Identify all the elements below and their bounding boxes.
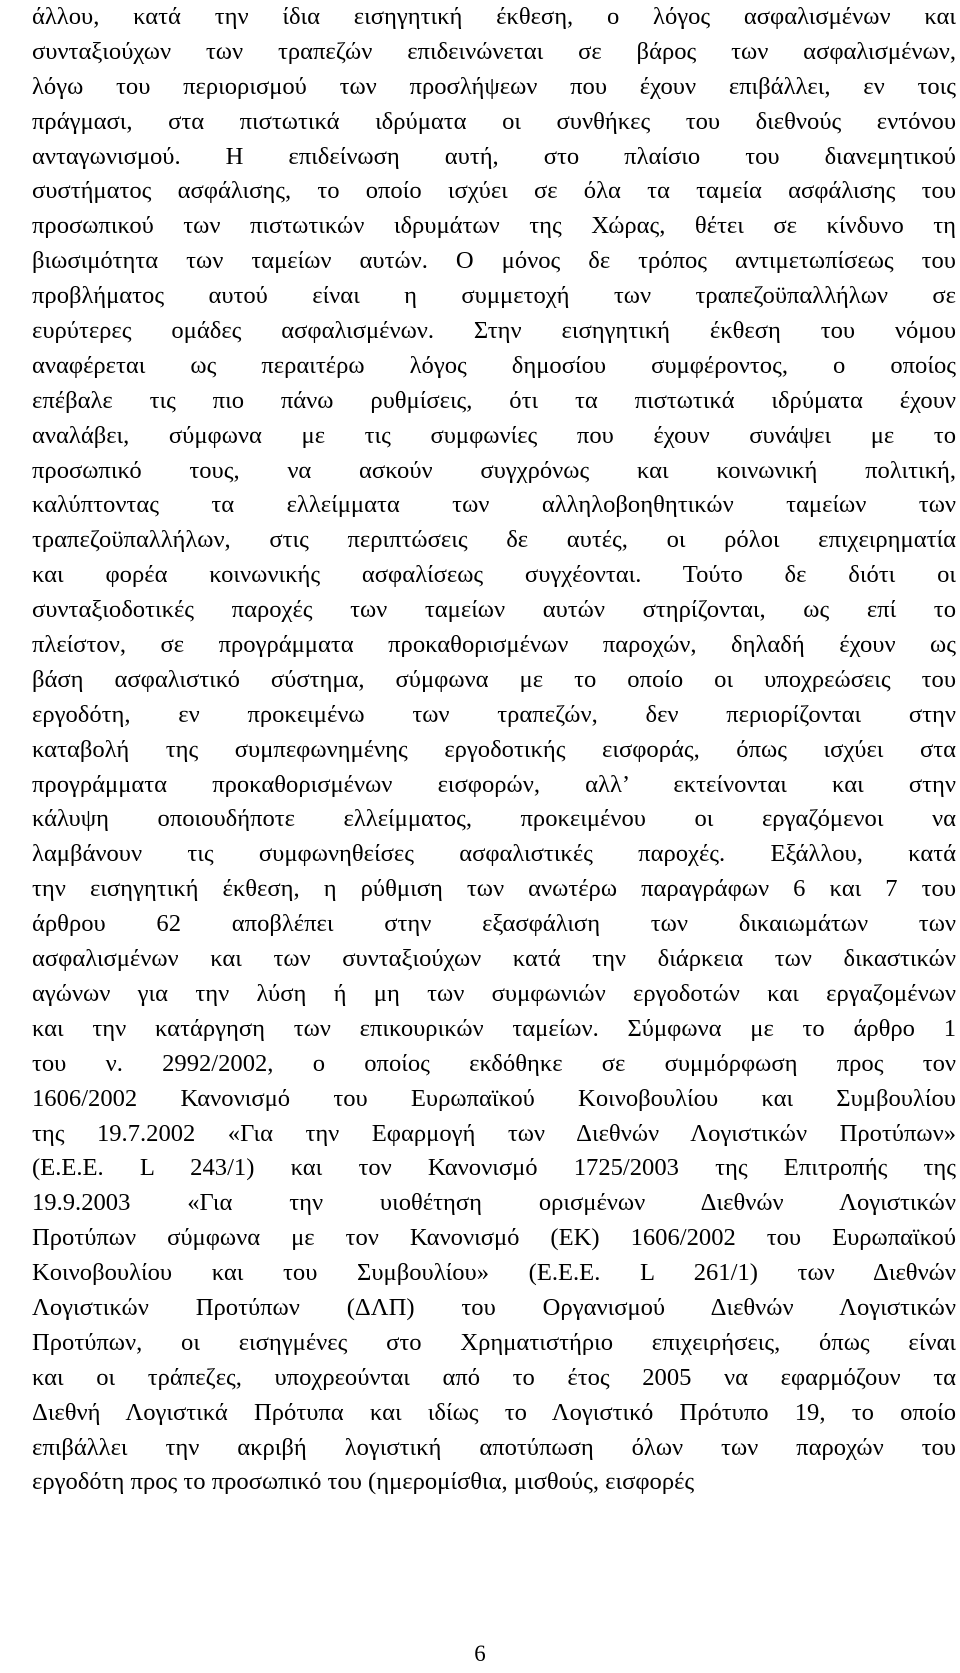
text-line: ασφαλισμένων και των συνταξιούχων κατά την διάρκεια των δικαστικών [32,945,956,973]
text-line: επιβάλλει την ακριβή λογιστική αποτύπωση όλων των παροχών του [32,1433,956,1461]
text-line: προβλήματος αυτού είναι η συμμετοχή των τραπεζοϋπαλλήλων σε [32,282,956,310]
text-line: εργοδότη προς το προσωπικό του (ημερομίσθια, μισθούς, εισφορές [32,1468,695,1496]
text-line: συστήματος ασφάλισης, το οποίο ισχύει σε όλα τα ταμεία ασφάλισης του [32,177,956,205]
text-line: άλλου, κατά την ίδια εισηγητική έκθεση, ο λόγος ασφαλισμένων και [32,3,956,30]
body-text [32,0,956,1500]
text-line: 19.9.2003 «Για την υιοθέτηση ορισμένων Διεθνών Λογιστικών [32,1189,956,1217]
text-line: του ν. 2992/2002, ο οποίος εκδόθηκε σε συμμόρφωση προς τον [32,1049,956,1077]
text-line: βάση ασφαλιστικό σύστημα, σύμφωνα με το οποίο οι υποχρεώσεις του [32,665,956,693]
text-line: αγώνων για την λύση ή μη των συμφωνιών εργοδοτών και εργαζομένων [32,979,956,1007]
text-line: και φορέα κοινωνικής ασφαλίσεως συγχέονται. Τούτο δε διότι οι [32,561,956,589]
text-line: ανταγωνισμού. Η επιδείνωση αυτή, στο πλαίσιο του διανεμητικού [32,142,956,170]
text-line: την εισηγητική έκθεση, η ρύθμιση των ανωτέρω παραγράφων 6 και 7 του [32,875,956,903]
text-line: άρθρου 62 αποβλέπει στην εξασφάλιση των δικαιωμάτων των [32,910,956,938]
text-line: αναλάβει, σύμφωνα με τις συμφωνίες που έχουν συνάψει με το [32,421,956,449]
text-line: προσωπικού των πιστωτικών ιδρυμάτων της Χώρας, θέτει σε κίνδυνο τη [32,212,956,240]
text-line: Προτύπων σύμφωνα με τον Κανονισμό (ΕΚ) 1606/2002 του Ευρωπαϊκού [32,1224,956,1252]
text-line: κάλυψη οποιουδήποτε ελλείμματος, προκειμένου οι εργαζόμενοι να [32,805,956,833]
text-line: προσωπικό τους, να ασκούν συγχρόνως και κοινωνική πολιτική, [32,456,956,484]
text-line: και οι τράπεζες, υποχρεούνται από το έτος 2005 να εφαρμόζουν τα [32,1363,956,1391]
text-line: λόγω του περιορισμού των προσλήψεων που έχουν επιβάλλει, εν τοις [32,72,956,100]
text-line: (Ε.Ε.Ε. L 243/1) και τον Κανονισμό 1725/2003 της Επιτροπής της [32,1154,956,1182]
text-line: συνταξιοδοτικές παροχές των ταμείων αυτών στηρίζονται, ως επί το [32,596,956,624]
text-line: προγράμματα προκαθορισμένων εισφορών, αλλ’ εκτείνονται και στην [32,770,956,798]
text-line: Κοινοβουλίου και του Συμβουλίου» (Ε.Ε.Ε. L 261/1) των Διεθνών [32,1259,956,1287]
text-line: αναφέρεται ως περαιτέρω λόγος δημοσίου συμφέροντος, ο οποίος [32,351,956,379]
text-line: βιωσιμότητα των ταμείων αυτών. Ο μόνος δε τρόπος αντιμετωπίσεως του [32,247,956,275]
text-line: πράγμασι, στα πιστωτικά ιδρύματα οι συνθήκες του διεθνούς εντόνου [32,107,956,135]
text-line: τραπεζοϋπαλλήλων, στις περιπτώσεις δε αυτές, οι ρόλοι επιχειρηματία [32,526,956,554]
text-line: εργοδότη, εν προκειμένω των τραπεζών, δεν περιορίζονται στην [32,700,956,728]
text-line: Λογιστικών Προτύπων (ΔΛΠ) του Οργανισμού Διεθνών Λογιστικών [32,1293,956,1321]
text-line: καταβολή της συμπεφωνημένης εργοδοτικής εισφοράς, όπως ισχύει στα [32,735,956,763]
text-line: λαμβάνουν τις συμφωνηθείσες ασφαλιστικές παροχές. Εξάλλου, κατά [32,840,956,868]
text-line: συνταξιούχων των τραπεζών επιδεινώνεται σε βάρος των ασφαλισμένων, [32,37,956,65]
text-line: πλείστον, σε προγράμματα προκαθορισμένων παροχών, δηλαδή έχουν ως [32,631,956,659]
text-line: της 19.7.2002 «Για την Εφαρμογή των Διεθνών Λογιστικών Προτύπων» [32,1119,956,1147]
text-line: ευρύτερες ομάδες ασφαλισμένων. Στην εισηγητική έκθεση του νόμου [32,317,956,345]
text-line: 1606/2002 Κανονισμό του Ευρωπαϊκού Κοινοβουλίου και Συμβουλίου [32,1084,956,1112]
text-line: καλύπτοντας τα ελλείμματα των αλληλοβοηθητικών ταμείων των [32,491,956,519]
text-line: Διεθνή Λογιστικά Πρότυπα και ιδίως το Λογιστικό Πρότυπο 19, το οποίο [32,1398,956,1426]
page-number: 6 [474,1641,486,1666]
text-line: επέβαλε τις πιο πάνω ρυθμίσεις, ότι τα πιστωτικά ιδρύματα έχουν [32,386,956,414]
text-line: Προτύπων, οι εισηγμένες στο Χρηματιστήριο επιχειρήσεις, όπως είναι [32,1328,956,1356]
text-line: και την κατάργηση των επικουρικών ταμείων. Σύμφωνα με το άρθρο 1 [32,1014,956,1042]
